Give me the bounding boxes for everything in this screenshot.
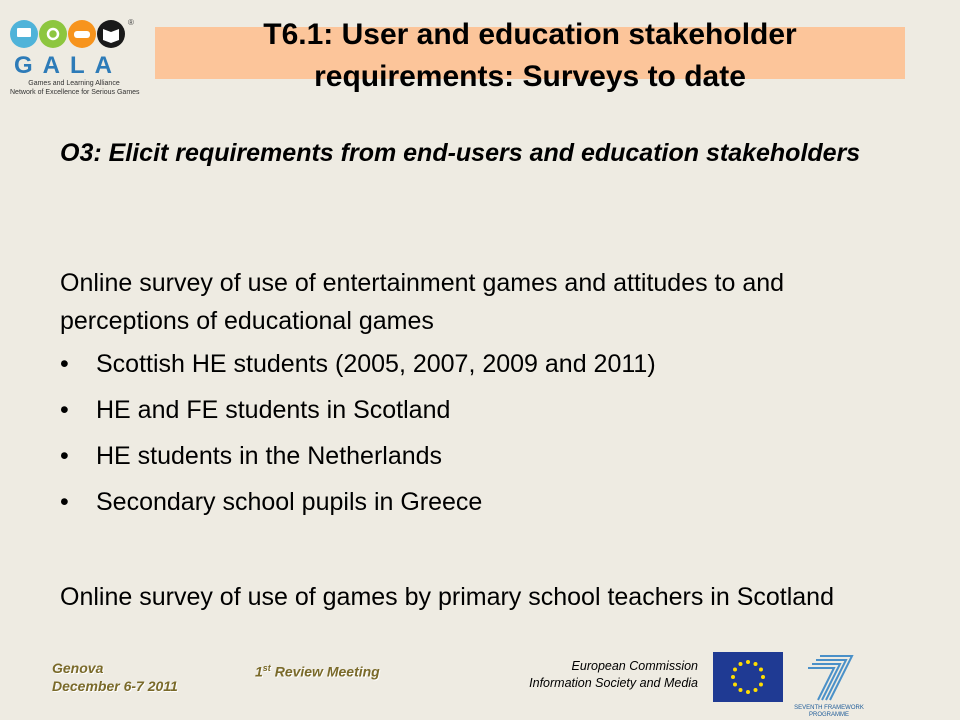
list-item: • HE students in the Netherlands	[60, 437, 900, 483]
footer-city: Genova	[52, 660, 104, 676]
gala-logo-icons	[8, 14, 128, 54]
eu-star-icon	[759, 668, 763, 672]
list-item: • Secondary school pupils in Greece	[60, 483, 900, 529]
eu-star-icon	[759, 683, 763, 687]
logo-tagline: Games and Learning Alliance	[28, 80, 120, 87]
registered-mark: ®	[128, 18, 134, 27]
eu-star-icon	[739, 662, 743, 666]
fp7-caption-1: SEVENTH FRAMEWORK	[794, 705, 864, 711]
gala-logo	[8, 14, 140, 98]
footer-location	[52, 659, 222, 695]
eu-star-icon	[739, 688, 743, 692]
footer-dates: December 6-7 2011	[52, 678, 178, 694]
bullet-icon: •	[60, 488, 69, 516]
title-line-2: requirements: Surveys to date	[314, 60, 746, 93]
survey-intro: Online survey of use of entertainment games and attitudes to and perceptions of educational games	[60, 269, 785, 335]
bullet-icon: •	[60, 442, 69, 470]
title-line-1: T6.1: User and education stakeholder	[263, 18, 797, 51]
survey-list	[60, 345, 900, 529]
eu-star-icon	[754, 662, 758, 666]
eu-star-icon	[754, 688, 758, 692]
fp7-logo	[792, 650, 866, 718]
eu-star-icon	[761, 675, 765, 679]
eu-star-icon	[733, 683, 737, 687]
logo-subtagline: Network of Excellence for Serious Games	[10, 89, 140, 96]
eu-star-icon	[746, 660, 750, 664]
bullet-icon: •	[60, 350, 69, 378]
list-item: • HE and FE students in Scotland	[60, 391, 900, 437]
gear-icon	[39, 20, 67, 48]
logo-wordmark: GALA	[14, 52, 122, 79]
list-item: • Scottish HE students (2005, 2007, 2009 and 2011)	[60, 345, 900, 391]
bullet-icon: •	[60, 396, 69, 424]
ec-credit: European Commission Information Society and Media	[529, 659, 698, 690]
objective-text: O3: Elicit requirements from end-users and education stakeholders	[60, 139, 861, 167]
eu-star-icon	[746, 690, 750, 694]
eu-star-icon	[733, 668, 737, 672]
eu-flag-icon	[713, 652, 783, 702]
teacher-survey-text: Online survey of use of games by primary school teachers in Scotland	[60, 583, 834, 611]
fp7-caption-2: PROGRAMME	[808, 712, 850, 718]
footer-meeting: 1st Review Meeting	[255, 663, 380, 680]
eu-star-icon	[731, 675, 735, 679]
slide-title	[140, 14, 920, 98]
